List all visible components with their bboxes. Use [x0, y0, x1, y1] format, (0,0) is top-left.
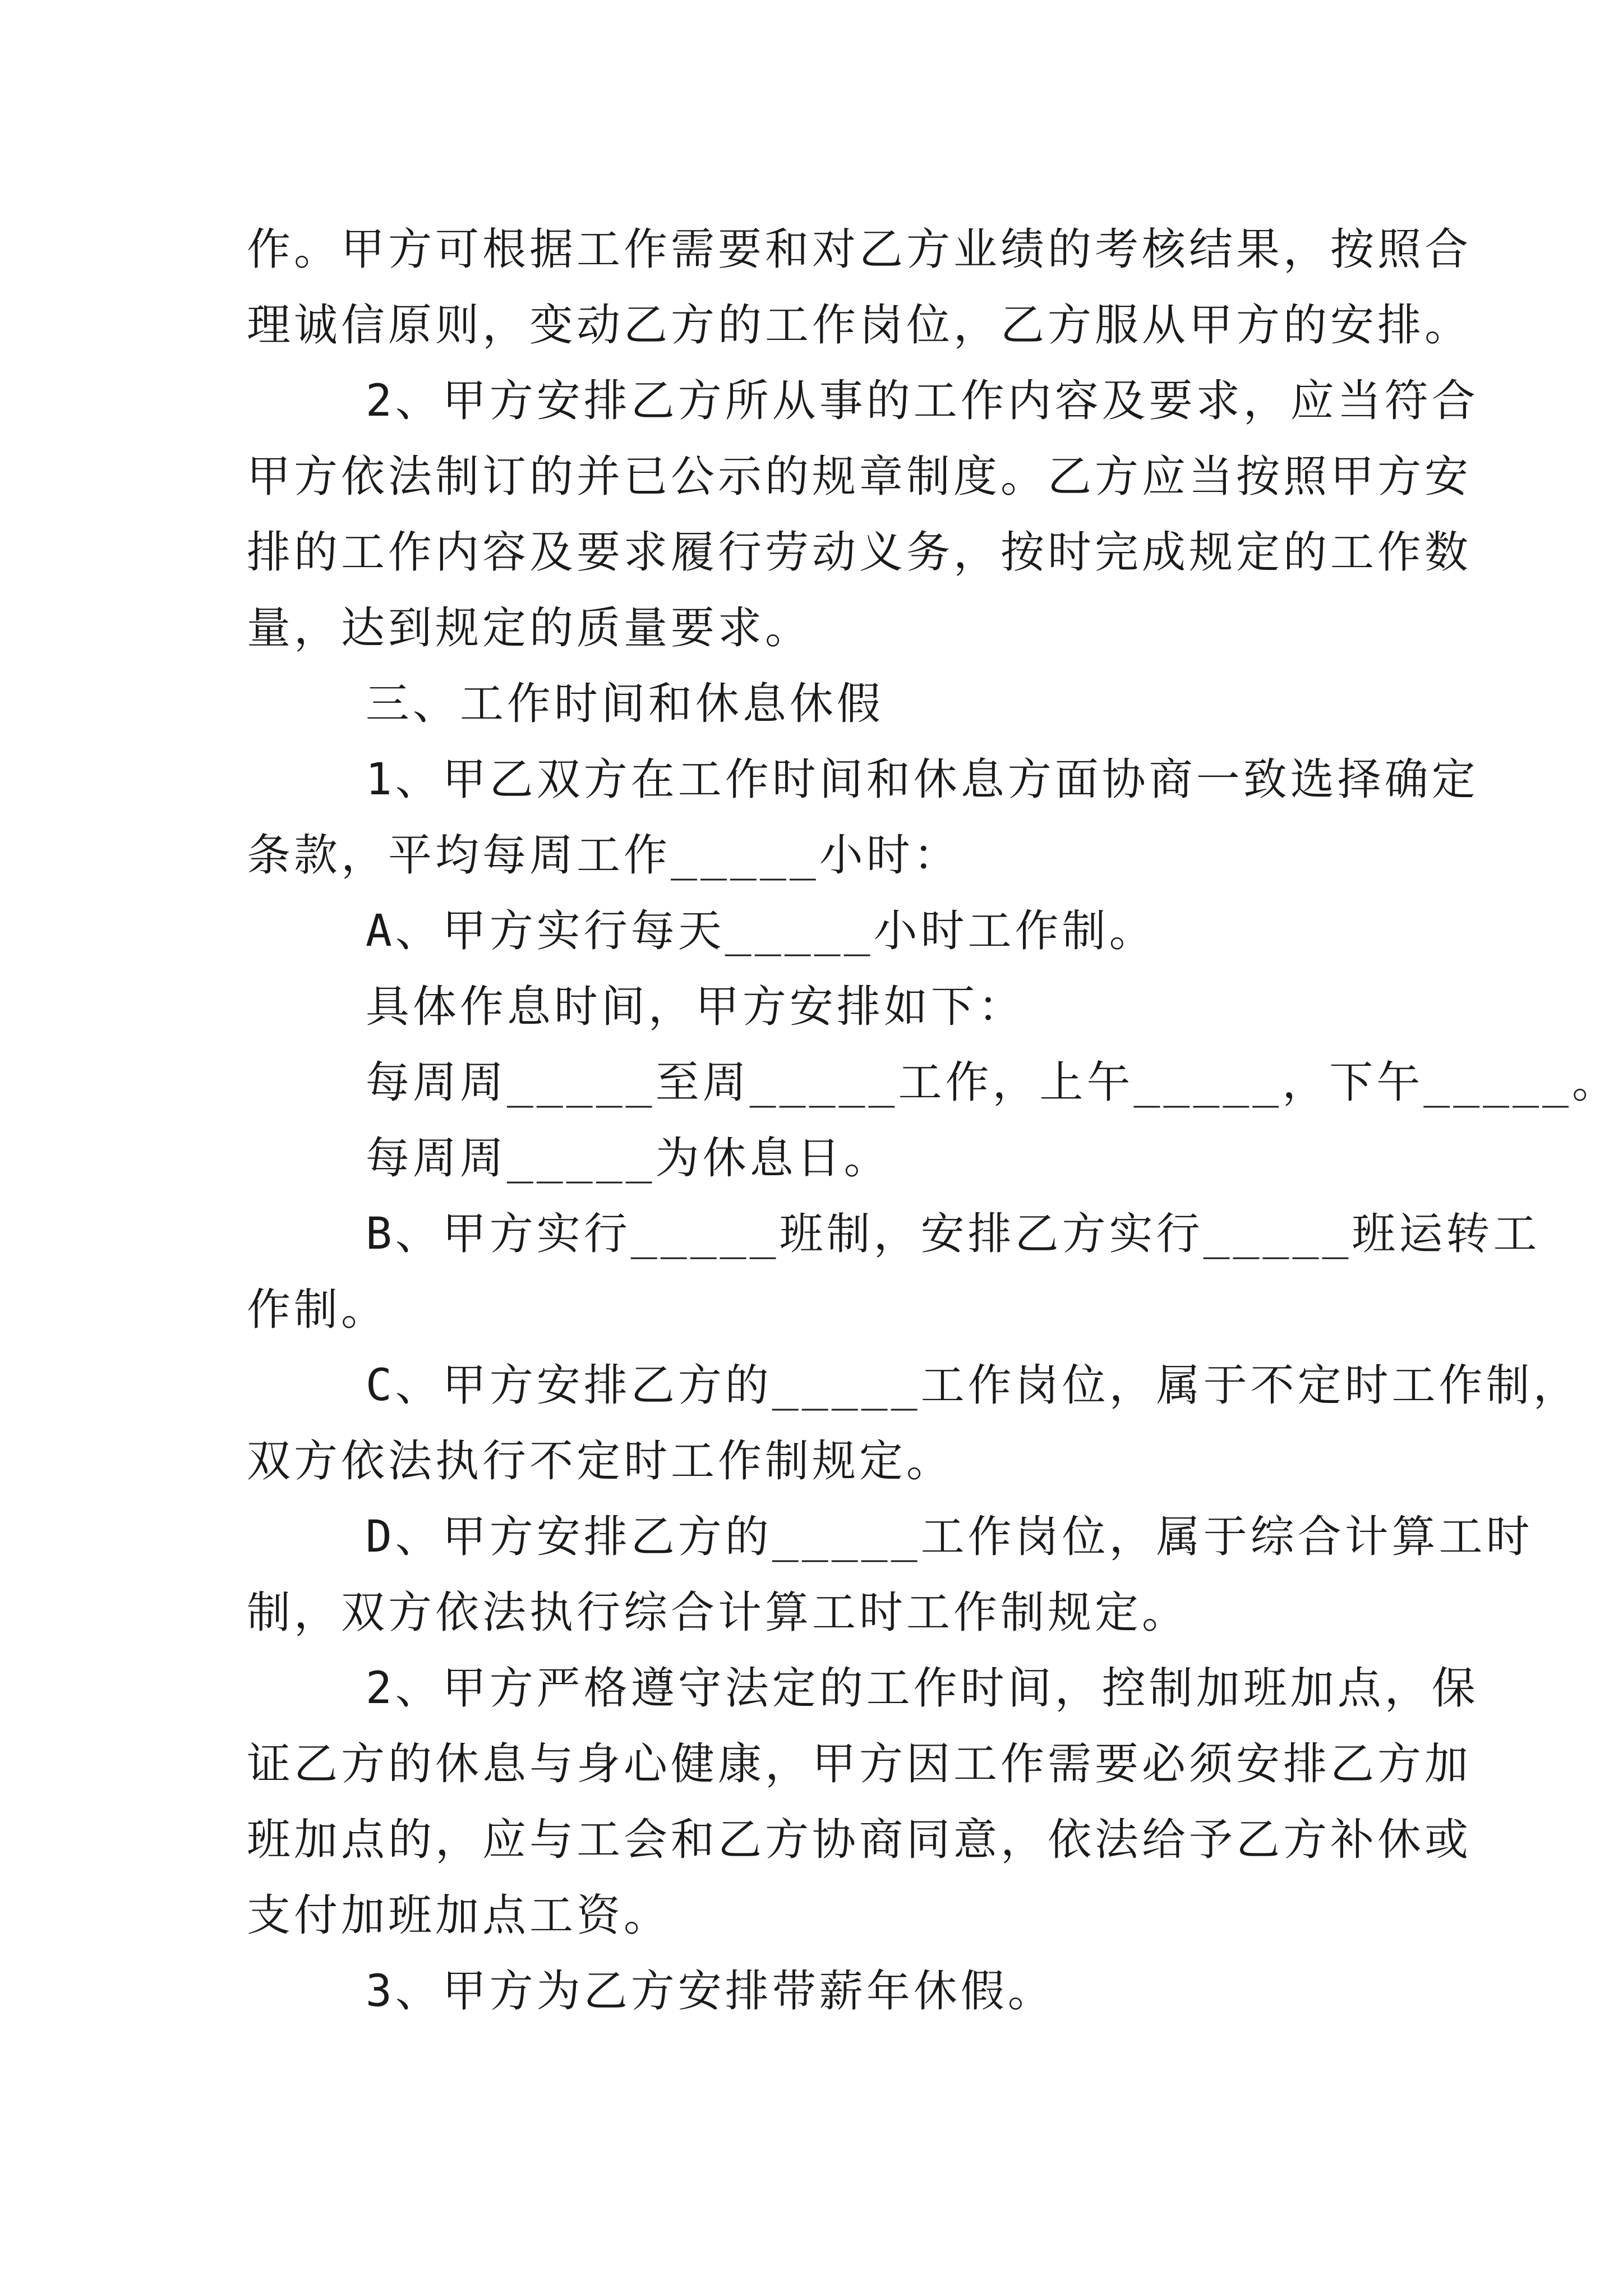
text-line: 具体作息时间，甲方安排如下： [247, 982, 1025, 1032]
text-line: 甲方依法制订的并已公示的规章制度。乙方应当按照甲方安 [247, 452, 1472, 502]
text-line: 每周周_____至周_____工作，上午_____，下午_____。 [247, 1057, 1620, 1108]
text-line: 1、甲乙双方在工作时间和休息方面协商一致选择确定 [247, 754, 1479, 805]
text-line: D、甲方安排乙方的_____工作岗位，属于综合计算工时 [247, 1512, 1533, 1562]
text-line: 排的工作内容及要求履行劳动义务，按时完成规定的工作数 [247, 527, 1472, 578]
text-line: 证乙方的休息与身心健康，甲方因工作需要必须安排乙方加 [247, 1739, 1472, 1789]
text-line: 3、甲方为乙方安排带薪年休假。 [247, 1966, 1055, 2017]
text-line: A、甲方实行每天_____小时工作制。 [247, 906, 1156, 956]
text-line: 双方依法执行不定时工作制规定。 [247, 1436, 954, 1487]
text-line: C、甲方安排乙方的_____工作岗位，属于不定时工作制， [247, 1360, 1580, 1411]
text-line: 理诚信原则，变动乙方的工作岗位，乙方服从甲方的安排。 [247, 300, 1472, 351]
text-line: 每周周_____为休息日。 [247, 1133, 891, 1184]
text-line: 条款，平均每周工作_____小时： [247, 830, 961, 881]
section-heading: 三、工作时间和休息休假 [247, 679, 884, 729]
text-line: 制，双方依法执行综合计算工时工作制规定。 [247, 1588, 1189, 1638]
text-line: 2、甲方安排乙方所从事的工作内容及要求，应当符合 [247, 376, 1479, 426]
text-line: B、甲方实行_____班制，安排乙方实行_____班运转工 [247, 1209, 1541, 1259]
text-line: 支付加班加点工资。 [247, 1890, 671, 1941]
text-line: 作。甲方可根据工作需要和对乙方业绩的考核结果，按照合 [247, 224, 1472, 275]
text-line: 2、甲方严格遵守法定的工作时间，控制加班加点，保 [247, 1663, 1479, 1714]
text-line: 班加点的，应与工会和乙方协商同意，依法给予乙方补休或 [247, 1815, 1472, 1865]
text-line: 量，达到规定的质量要求。 [247, 603, 813, 654]
text-line: 作制。 [247, 1285, 389, 1335]
